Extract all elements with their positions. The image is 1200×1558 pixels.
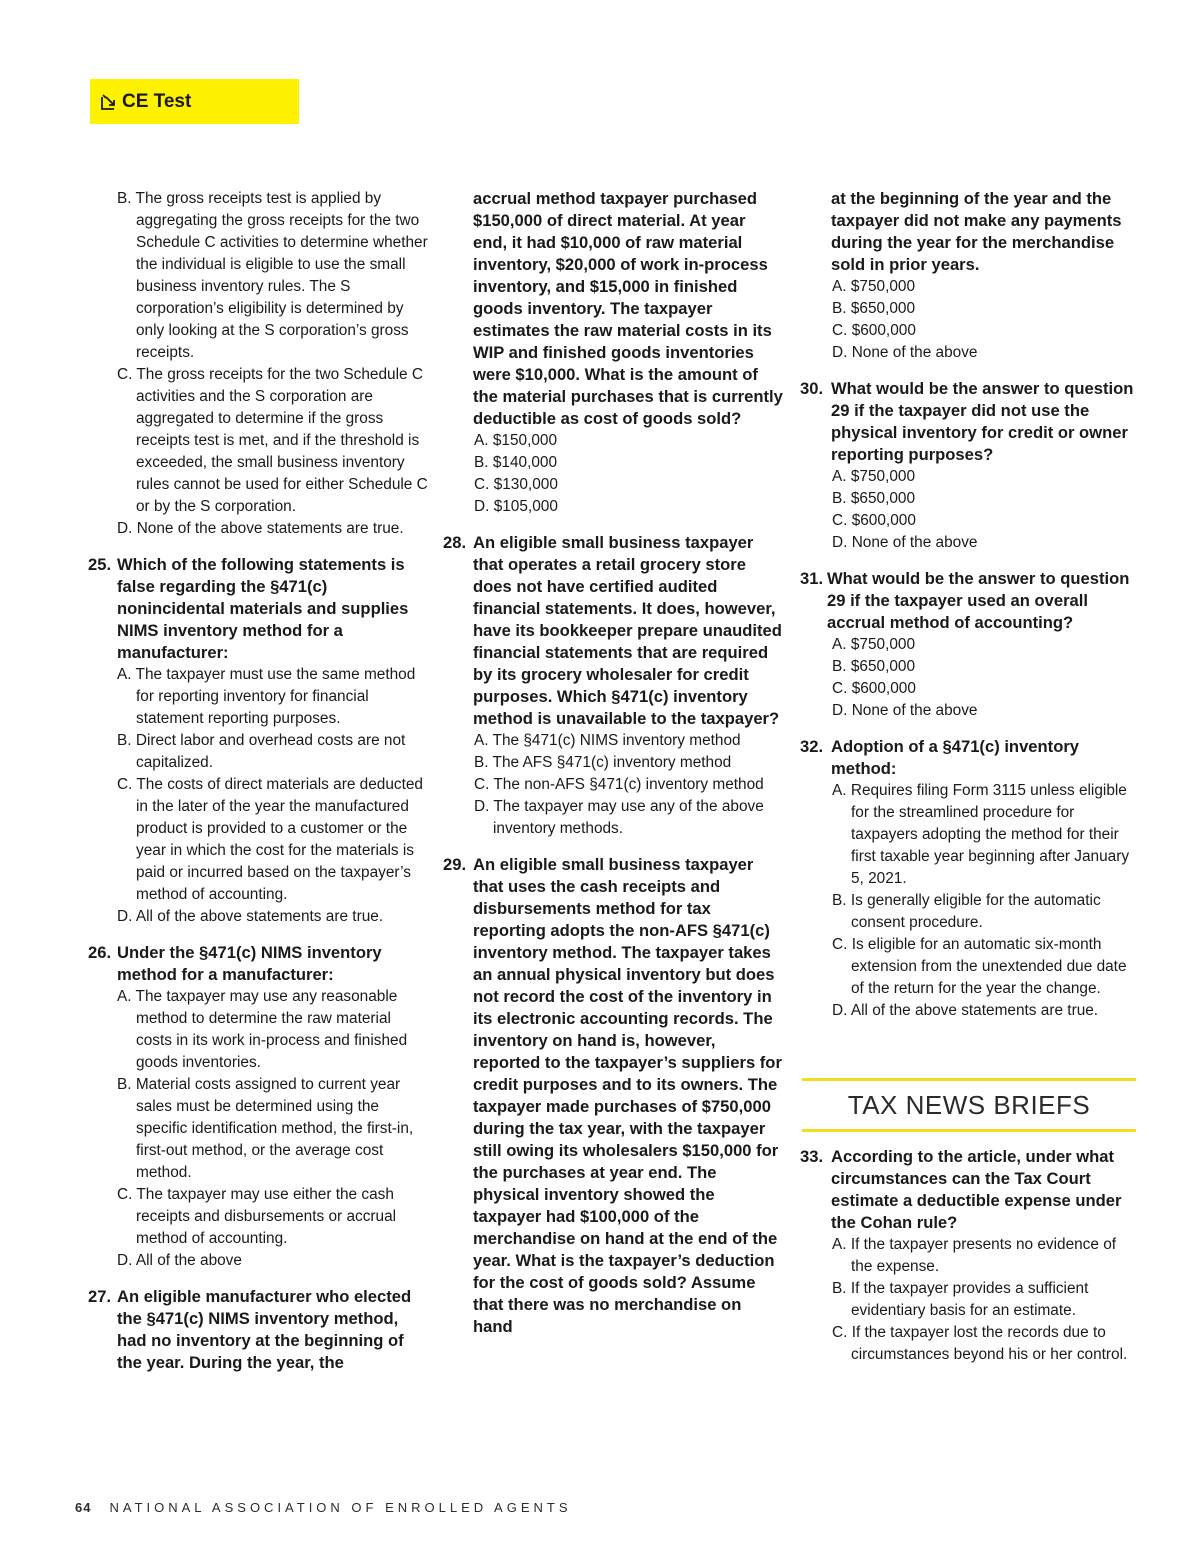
option: A. $750,000 xyxy=(832,636,916,653)
tax-news-briefs-section xyxy=(802,1078,1136,1132)
column-left xyxy=(88,188,428,1374)
option: D. The taxpayer may use any of the above inventory methods. xyxy=(474,798,764,837)
question-stem: 31. What would be the answer to question 29 if the taxpayer used an overall accrual method of accounting? xyxy=(800,569,1130,632)
option: A. If the taxpayer presents no evidence of the expense. xyxy=(832,1236,1117,1275)
question-33 xyxy=(800,1146,1140,1366)
option: C. The non-AFS §471(c) inventory method xyxy=(474,776,764,793)
question-stem: 29. An eligible small business taxpayer that uses the cash receipts and disbursements method for tax reporting adopts the non-AFS §471(c) inventory method. The taxpayer takes an annual physical inventory but does not record the cost of the inventory in its electronic accounting records. The inventory on hand is, however, reported to the taxpayer’s suppliers for credit purposes and to its owners. The taxpayer made purchases of $750,000 during the tax year, with the taxpayer still owing its wholesalers $150,000 for the purchases at year end. The physical inventory showed the taxpayer had $100,000 of the merchandise on hand at the end of the year. What is the taxpayer’s deduction for the cost of goods sold? Assume that there was no merchandise on hand xyxy=(443,855,782,1336)
question-30 xyxy=(800,378,1140,554)
question-stem: 26. Under the §471(c) NIMS inventory method for a manufacturer: xyxy=(88,943,382,984)
publication-name: NATIONAL ASSOCIATION OF ENROLLED AGENTS xyxy=(109,1500,572,1515)
option: B. Direct labor and overhead costs are not capitalized. xyxy=(117,732,406,771)
option: B. If the taxpayer provides a sufficient evidentiary basis for an estimate. xyxy=(832,1280,1089,1319)
badge-label: CE Test xyxy=(122,90,192,112)
option: C. The costs of direct materials are deducted in the later of the year the manufactured product is provided to a customer or the year in which the cost for the materials is paid or incurred based on the taxpayer’s method of accounting. xyxy=(117,776,423,903)
option: B. The gross receipts test is applied by aggregating the gross receipts for the two Schedule C activities to determine whether the individual is eligible to use the small business inventory rules. The S corporation’s eligibility is determined by only looking at the S corporation’s gross receipts. xyxy=(117,190,428,361)
option: D. All of the above statements are true. xyxy=(832,1002,1099,1019)
column-right xyxy=(800,188,1140,1366)
option: A. $150,000 xyxy=(474,432,558,449)
option: D. All of the above xyxy=(117,1252,242,1269)
q24-options-continued xyxy=(88,188,428,540)
option: B. $650,000 xyxy=(832,300,916,317)
q29-options xyxy=(800,276,1140,364)
question-31 xyxy=(800,568,1140,722)
option: A. The §471(c) NIMS inventory method xyxy=(474,732,741,749)
question-25 xyxy=(88,554,428,928)
column-middle xyxy=(443,188,783,1338)
option: C. $130,000 xyxy=(474,476,558,493)
option: D. None of the above xyxy=(832,534,978,551)
option: C. Is eligible for an automatic six-month extension from the unextended due date of the return for the year the change. xyxy=(832,936,1127,997)
q27-options xyxy=(443,430,783,518)
question-stem: 27. An eligible manufacturer who elected the §471(c) NIMS inventory method, had no inventory at the beginning of the year. During the year, the xyxy=(88,1287,412,1372)
option: B. Is generally eligible for the automatic consent procedure. xyxy=(832,892,1101,931)
question-27-stem-continued: accrual method taxpayer purchased $150,000 of direct material. At year end, it had $10,000 of raw material inventory, $20,000 of work in-process inventory, and $15,000 in finished goods inventory. The taxpayer estimates the raw material costs in its WIP and finished goods inventories were $10,000. What is the amount of the material purchases that is currently deductible as cost of goods sold? xyxy=(473,189,783,428)
option: C. $600,000 xyxy=(832,512,916,529)
question-stem: 32. Adoption of a §471(c) inventory method: xyxy=(800,737,1080,778)
page-number: 64 xyxy=(75,1500,92,1515)
question-stem: 28. An eligible small business taxpayer that operates a retail grocery store does not have certified audited financial statements. It does, however, have its bookkeeper prepare unaudited financial statements that are required by its grocery wholesaler for credit purposes. Which §471(c) inventory method is unavailable to the taxpayer? xyxy=(443,533,782,728)
option: B. The AFS §471(c) inventory method xyxy=(474,754,732,771)
option: D. $105,000 xyxy=(474,498,558,515)
ce-test-badge xyxy=(90,79,299,124)
question-28 xyxy=(443,532,783,840)
option: D. None of the above statements are true. xyxy=(117,520,404,537)
question-29-stem-continued: at the beginning of the year and the taxpayer did not make any payments during the year for the merchandise sold in prior years. xyxy=(831,189,1122,274)
option: B. $650,000 xyxy=(832,490,916,507)
question-32 xyxy=(800,736,1140,1022)
page-footer xyxy=(75,1500,572,1515)
question-29 xyxy=(443,854,783,1338)
pencil-edit-icon xyxy=(100,93,118,111)
option: D. None of the above xyxy=(832,344,978,361)
question-stem: 25. Which of the following statements is false regarding the §471(c) nonincidental materials and supplies NIMS inventory method for a manufacturer: xyxy=(88,555,409,662)
option: A. The taxpayer may use any reasonable method to determine the raw material costs in its work in-process and finished goods inventories. xyxy=(117,988,408,1071)
question-27 xyxy=(88,1286,428,1374)
option: D. All of the above statements are true. xyxy=(117,908,384,925)
option: C. The taxpayer may use either the cash receipts and disbursements or accrual method of accounting. xyxy=(117,1186,397,1247)
question-stem: 30. What would be the answer to question 29 if the taxpayer did not use the physical inventory for credit or owner reporting purposes? xyxy=(800,379,1134,464)
option: A. $750,000 xyxy=(832,468,916,485)
question-26 xyxy=(88,942,428,1272)
option: B. $140,000 xyxy=(474,454,558,471)
section-title: TAX NEWS BRIEFS xyxy=(847,1090,1091,1120)
option: D. None of the above xyxy=(832,702,978,719)
option: C. $600,000 xyxy=(832,680,916,697)
option: B. Material costs assigned to current year sales must be determined using the specific identification method, the first-in, first-out method, or the average cost method. xyxy=(117,1076,414,1181)
question-stem: 33. According to the article, under what circumstances can the Tax Court estimate a deductible expense under the Cohan rule? xyxy=(800,1147,1122,1232)
option: C. $600,000 xyxy=(832,322,916,339)
option: B. $650,000 xyxy=(832,658,916,675)
option: C. The gross receipts for the two Schedule C activities and the S corporation are aggregated to determine if the gross receipts test is met, and if the threshold is exceeded, the small business inventory rules cannot be used for either Schedule C or by the S corporation. xyxy=(117,366,428,515)
option: A. The taxpayer must use the same method for reporting inventory for financial statement reporting purposes. xyxy=(117,666,416,727)
option: A. Requires filing Form 3115 unless eligible for the streamlined procedure for taxpayers adopting the method for their first taxable year beginning after January 5, 2021. xyxy=(832,782,1130,887)
option: C. If the taxpayer lost the records due to circumstances beyond his or her control. xyxy=(832,1324,1128,1363)
option: A. $750,000 xyxy=(832,278,916,295)
